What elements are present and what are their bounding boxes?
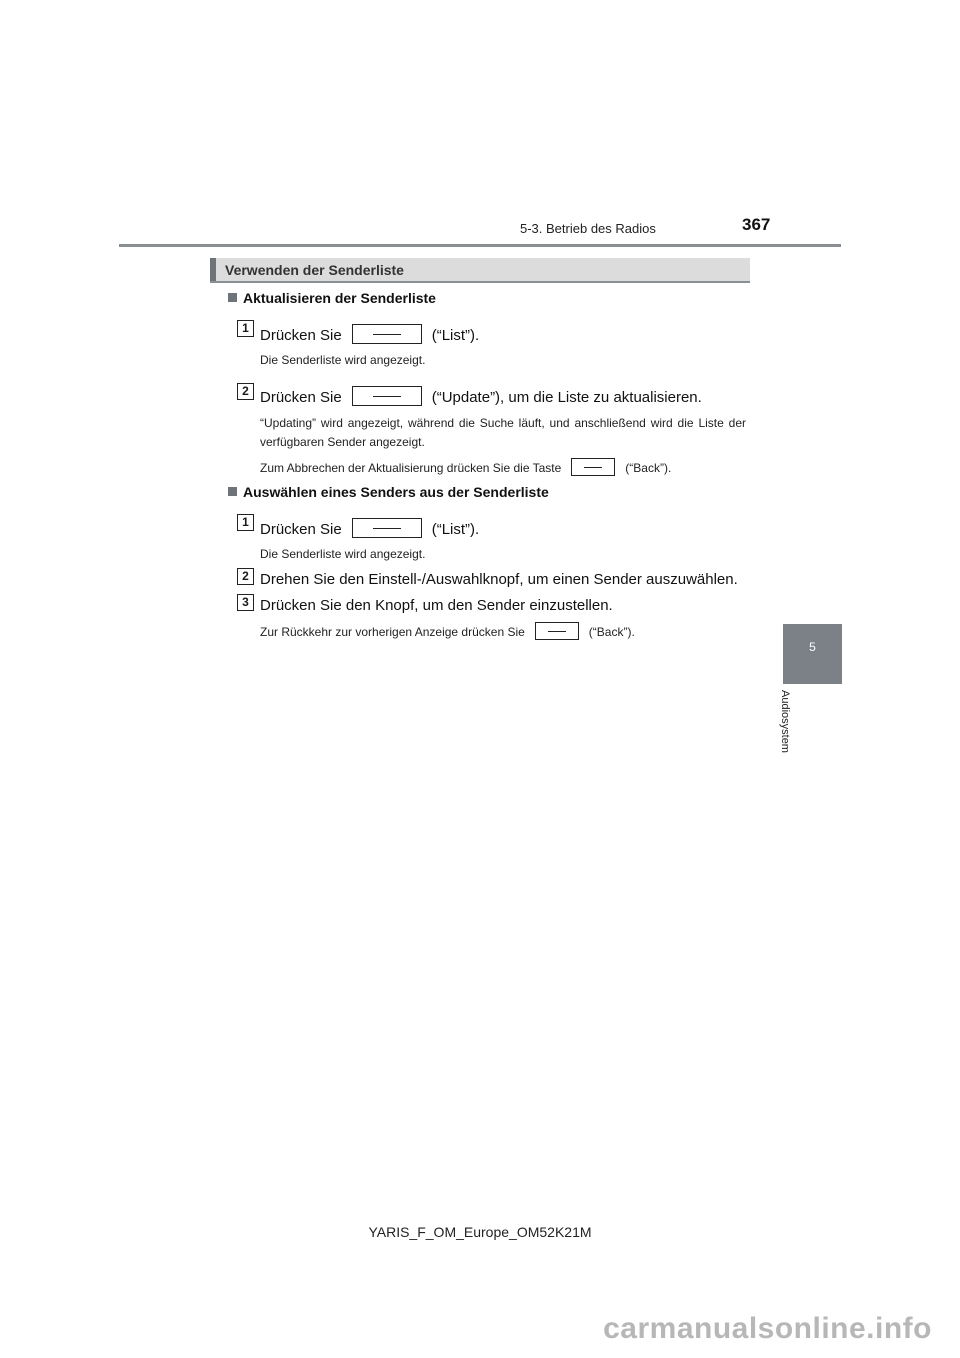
chapter-tab <box>783 624 842 684</box>
step-note-back <box>260 622 635 642</box>
step-note: Die Senderliste wird angezeigt. <box>260 547 426 561</box>
subheading-text: Aktualisieren der Senderliste <box>243 290 436 306</box>
chapter-tab-label: Audiosystem <box>779 690 791 753</box>
back-button-icon <box>535 622 579 640</box>
chapter-title: 5-3. Betrieb des Radios <box>520 221 656 236</box>
step-number-badge: 3 <box>237 594 254 611</box>
step-number-badge: 1 <box>237 320 254 337</box>
back-button-icon <box>571 458 615 476</box>
note-text: (“Back”). <box>588 625 635 639</box>
step-instruction <box>260 518 479 538</box>
header-divider <box>119 244 841 247</box>
section-title-bar <box>210 258 750 283</box>
step-instruction: Drehen Sie den Einstell-/Auswahlknopf, um einen Sender auszuwählen. <box>260 571 738 588</box>
note-text: Zur Rückkehr zur vorherigen Anzeige drücken Sie <box>260 625 525 639</box>
square-bullet-icon <box>228 487 237 496</box>
note-text: Zum Abbrechen der Aktualisierung drücken Sie die Taste <box>260 461 562 475</box>
step-instruction <box>260 386 702 406</box>
step-text: Drücken Sie <box>260 521 342 538</box>
document-id: YARIS_F_OM_Europe_OM52K21M <box>368 1224 592 1240</box>
page-number: 367 <box>742 215 771 234</box>
chapter-tab-number: 5 <box>809 640 816 654</box>
square-bullet-icon <box>228 293 237 302</box>
step-note: “Updating” wird angezeigt, während die Suche läuft, und anschließend wird die Liste der verfügbaren Sender angezeigt. <box>260 416 746 449</box>
update-button-icon <box>352 386 422 406</box>
watermark: carmanualsonline.info <box>603 1312 932 1345</box>
section-accent <box>210 258 216 281</box>
step-text: (“List”). <box>431 327 480 344</box>
subheading-select-station <box>228 484 549 500</box>
step-note: Die Senderliste wird angezeigt. <box>260 353 426 367</box>
section-title: Verwenden der Senderliste <box>225 262 404 278</box>
subheading-update-list <box>228 290 436 306</box>
step-note-cancel <box>260 458 671 478</box>
step-number-badge: 2 <box>237 568 254 585</box>
step-text: Drücken Sie <box>260 389 342 406</box>
step-number-badge: 1 <box>237 514 254 531</box>
step-text: Drücken Sie <box>260 327 342 344</box>
step-text: (“Update”), um die Liste zu aktualisieren. <box>431 389 702 406</box>
list-button-icon <box>352 324 422 344</box>
step-text: (“List”). <box>431 521 480 538</box>
list-button-icon <box>352 518 422 538</box>
step-instruction: Drücken Sie den Knopf, um den Sender einzustellen. <box>260 597 613 614</box>
subheading-text: Auswählen eines Senders aus der Senderliste <box>243 484 549 500</box>
step-number-badge: 2 <box>237 383 254 400</box>
note-text: (“Back”). <box>625 461 672 475</box>
step-instruction <box>260 324 479 344</box>
